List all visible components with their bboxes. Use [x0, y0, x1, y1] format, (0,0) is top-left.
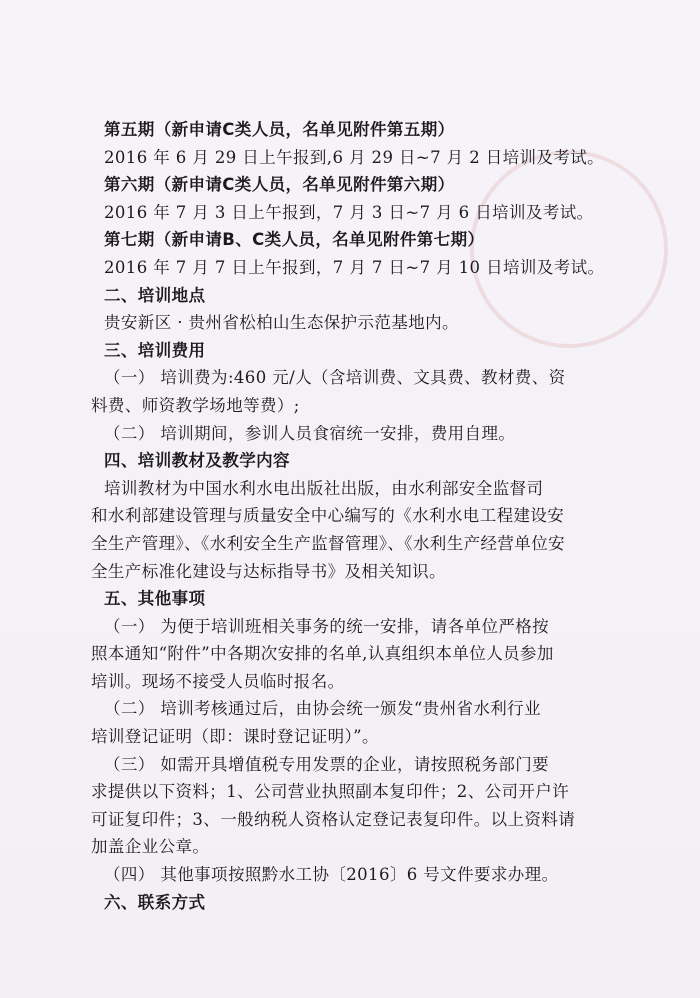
- section4-line1: 培训教材为中国水利水电出版社出版，由水利部安全监督司: [104, 478, 544, 498]
- section3-item2: （二） 培训期间，参训人员食宿统一安排，费用自理。: [104, 423, 516, 443]
- session6-title: 第六期（新申请C类人员，名单见附件第六期）: [104, 175, 455, 195]
- section5-item3-line4: 加盖企业公章。: [91, 837, 210, 857]
- section3-item1-line2: 料费、师资教学场地等费）;: [91, 395, 300, 415]
- section4-line3: 全生产管理》、《水利安全生产监督管理》、《水利生产经营单位安: [91, 533, 565, 553]
- section5-item1-line1: （一） 为便于培训班相关事务的统一安排，请各单位严格按: [104, 616, 550, 636]
- section4-line2: 和水利部建设管理与质量安全中心编写的《水利水电工程建设安: [91, 506, 565, 526]
- section5-item2-line1: （二） 培训考核通过后，由协会统一颁发“贵州省水利行业: [104, 699, 541, 719]
- section5-item1-line3: 培训。现场不接受人员临时报名。: [91, 671, 345, 691]
- document-body: [91, 116, 637, 916]
- section5-item3-line3: 可证复印件；3、一般纳税人资格认定登记表复印件。以上资料请: [91, 809, 576, 829]
- session6-schedule: 2016 年 7 月 3 日上午报到，7 月 3 日~7 月 6 日培训及考试。: [104, 202, 594, 222]
- section2-heading: 二、培训地点: [104, 285, 206, 305]
- section5-item3-line1: （三） 如需开具增值税专用发票的企业，请按照税务部门要: [104, 754, 550, 774]
- section4-heading: 四、培训教材及教学内容: [104, 451, 290, 471]
- section5-item2-line2: 培训登记证明（即：课时登记证明）”。: [91, 727, 379, 747]
- section6-heading: 六、联系方式: [104, 892, 206, 912]
- section4-line4: 全生产标准化建设与达标指导书》及相关知识。: [91, 561, 446, 581]
- section2-body: 贵安新区 · 贵州省松柏山生态保护示范基地内。: [104, 313, 459, 333]
- session5-title: 第五期（新申请C类人员，名单见附件第五期）: [104, 120, 455, 139]
- section5-item4: （四） 其他事项按照黔水工协〔2016〕6 号文件要求办理。: [104, 865, 559, 885]
- session7-schedule: 2016 年 7 月 7 日上午报到，7 月 7 日~7 月 10 日培训及考试。: [104, 257, 605, 277]
- section3-item1-line1: （一） 培训费为:460 元/人（含培训费、文具费、教材费、资: [104, 368, 566, 388]
- session7-title: 第七期（新申请B、C类人员，名单见附件第七期）: [104, 230, 485, 250]
- section5-item1-line2: 照本通知“附件”中各期次安排的名单,认真组织本单位人员参加: [91, 644, 554, 664]
- section5-heading: 五、其他事项: [104, 589, 206, 609]
- session5-schedule: 2016 年 6 月 29 日上午报到,6 月 29 日~7 月 2 日培训及考试。: [104, 147, 605, 167]
- section5-item3-line2: 求提供以下资料；1、公司营业执照副本复印件；2、公司开户许: [91, 782, 570, 802]
- section3-heading: 三、培训费用: [104, 340, 206, 360]
